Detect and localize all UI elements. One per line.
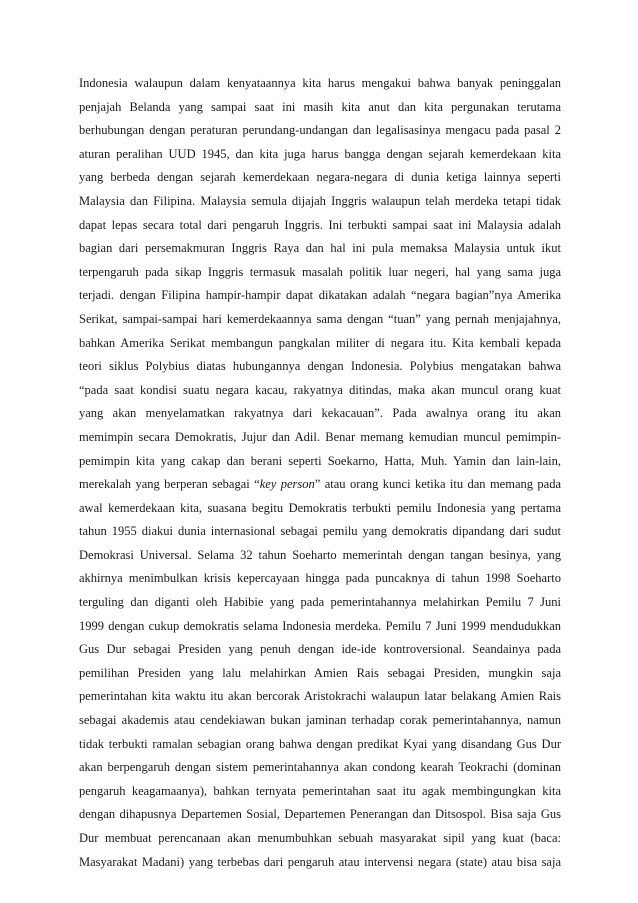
text-line-11: Serikat, sampai-sampai hari kemerdekaannya sama dengan “tuan” yang pernah menjajahnya, [79, 311, 561, 326]
body-text [79, 72, 561, 874]
text-line-17: pemimpin kita yang cakap dan berani seperti Soekarno, Hatta, Muh. Yamin dan lain-lain, [79, 453, 561, 468]
text-line-16: memimpin secara Demokratis, Jujur dan Adil. Benar memang kemudian muncul pemimpin- [79, 429, 561, 444]
text-line-27: pemerintahan kita waktu itu akan bercorak Aristokrachi walaupun latar belakang Amien Rais [79, 689, 561, 704]
key-person-emphasis: key person [259, 477, 315, 492]
text-line-18-after: ” atau orang kunci ketika itu dan memang pada [314, 477, 561, 492]
text-line-18 [79, 473, 561, 497]
text-line-31: pengaruh keagamaanya), bahkan ternyata pemerintahan saat itu agak membingungkan kita [79, 783, 561, 798]
text-line-33: Dur membuat perencanaan akan menumbuhkan sebuah masyarakat sipil yang kuat (baca: [79, 831, 561, 845]
text-line-22: akhirnya menimbulkan krisis kepercayaan hingga pada puncaknya di tahun 1998 Soeharto [79, 571, 561, 586]
text-line-24: 1999 dengan cukup demokratis selama Indonesia merdeka. Pemilu 7 Juni 1999 mendudukkan [79, 618, 561, 633]
text-line-3: berhubungan dengan peraturan perundang-undangan dan legalisasinya mengacu pada pasal 2 [79, 123, 561, 138]
text-line-26: pemilihan Presiden yang lalu melahirkan Amien Rais sebagai Presiden, mungkin saja [79, 665, 561, 680]
text-line-9: terpengaruh pada sikap Inggris termasuk masalah politik luar negeri, hal yang sama juga [79, 264, 561, 279]
text-line-6: Malaysia dan Filipina. Malaysia semula dijajah Inggris walaupun telah merdeka tetapi tidak [79, 193, 561, 208]
text-line-19: awal kemerdekaan kita, suasana begitu Demokratis terbukti pemilu Indonesia yang pertama [79, 500, 561, 515]
text-line-15: yang akan menyelamatkan rakyatnya dari kekacauan”. Pada awalnya orang itu akan [79, 406, 561, 421]
text-line-23: terguling dan diganti oleh Habibie yang pada pemerintahannya melahirkan Pemilu 7 Juni [79, 595, 561, 610]
text-line-10: terjadi. dengan Filipina hampir-hampir dapat dikatakan adalah “negara bagian”nya Amerika [79, 288, 561, 303]
text-line-14: “pada saat kondisi suatu negara kacau, rakyatnya ditindas, maka akan muncul orang kuat [79, 382, 561, 397]
text-line-29: tidak terbukti ramalan sebagian orang bahwa dengan predikat Kyai yang disandang Gus Dur [79, 736, 561, 751]
text-line-2: penjajah Belanda yang sampai saat ini masih kita anut dan kita pergunakan terutama [79, 99, 561, 114]
text-line-28: sebagai akademis atau cendekiawan bukan jaminan terhadap corak pemerintahannya, namun [79, 713, 561, 728]
text-line-21: Demokrasi Universal. Selama 32 tahun Soeharto memerintah dengan tangan besinya, yang [79, 547, 561, 562]
text-line-12: bahkan Amerika Serikat membangun pangkalan militer di negara itu. Kita kembali kepada [79, 335, 561, 350]
text-line-7: dapat lepas secara total dari pengaruh Inggris. Ini terbukti sampai saat ini Malaysia adalah [79, 217, 561, 232]
text-line-25: Gus Dur sebagai Presiden yang penuh dengan ide-ide kontroversional. Seandainya pada [79, 642, 561, 657]
text-line-8: bagian dari persemakmuran Inggris Raya dan hal ini pula memaksa Malaysia untuk ikut [79, 241, 561, 256]
text-line-5: yang berbeda dengan sejarah kemerdekaan negara-negara di dunia ketiga lainnya seperti [79, 170, 561, 185]
text-line-18-before: merekalah yang berperan sebagai “ [79, 477, 260, 492]
text-line-1: Indonesia walaupun dalam kenyataannya kita harus mengakui bahwa banyak peninggalan [79, 76, 561, 90]
text-line-30: akan berpengaruh dengan sistem pemerintahannya akan condong kearah Teokrachi (dominan [79, 760, 561, 775]
text-line-20: tahun 1955 diakui dunia internasional sebagai pemilu yang demokratis dipandang dari sudut [79, 524, 561, 539]
text-line-34: Masyarakat Madani) yang terbebas dari pengaruh atau intervensi negara (state) atau bisa saja [79, 854, 561, 869]
text-line-32: dengan dihapusnya Departemen Sosial, Departemen Penerangan dan Ditsospol. Bisa saja Gus [79, 807, 561, 822]
text-line-4: aturan peralihan UUD 1945, dan kita juga harus bangga dengan sejarah kemerdekaan kita [79, 146, 561, 161]
text-line-13: teori siklus Polybius diatas hubungannya dengan Indonesia. Polybius mengatakan bahwa [79, 359, 561, 374]
